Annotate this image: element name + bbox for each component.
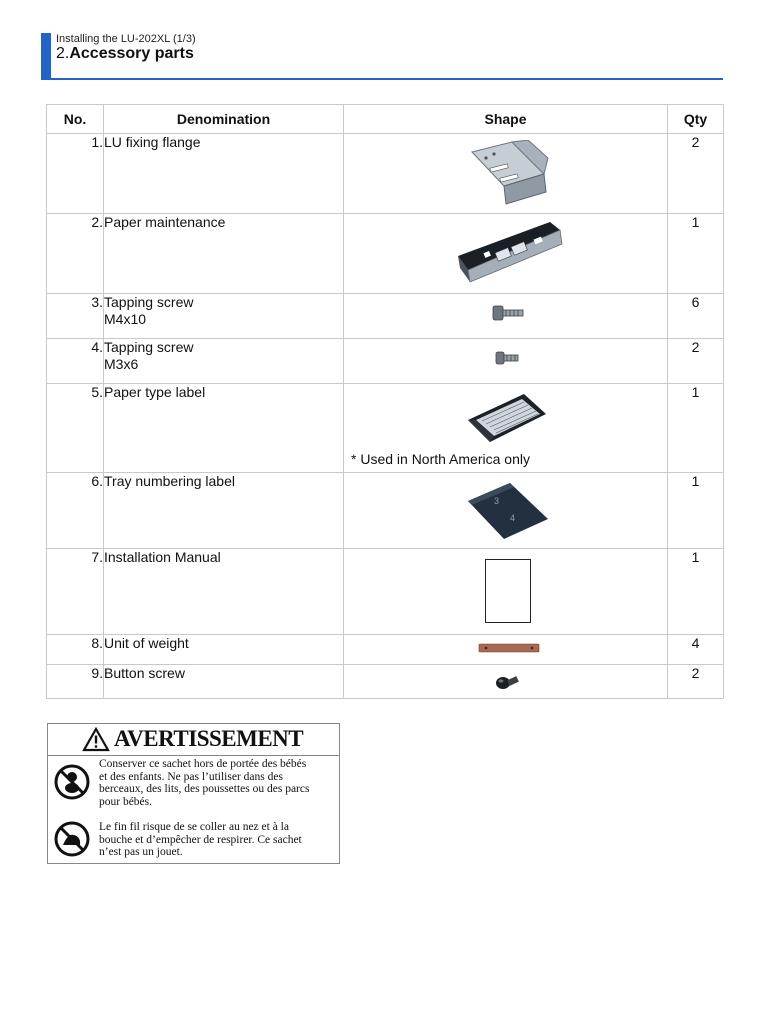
row-denomination: Tray numbering label <box>104 473 344 549</box>
installation-manual-image <box>485 559 531 623</box>
row-shape <box>344 665 668 699</box>
row-shape <box>344 549 668 635</box>
table-row <box>47 214 724 294</box>
row-denomination: Paper type label <box>104 384 344 473</box>
row-qty: 2 <box>668 339 724 384</box>
item-spec: M3x6 <box>104 356 139 372</box>
row-qty: 1 <box>668 214 724 294</box>
warning-title: AVERTISSEMENT <box>114 726 304 751</box>
item-spec: M4x10 <box>104 311 147 327</box>
row-shape <box>344 214 668 294</box>
tray-label-number-4: 4 <box>510 513 516 523</box>
tray-numbering-label-image <box>464 479 554 541</box>
header-rule <box>51 78 723 80</box>
row-denomination: Paper maintenance <box>104 214 344 294</box>
row-qty: 6 <box>668 294 724 339</box>
table-row <box>47 473 724 549</box>
button-screw-image <box>494 672 520 692</box>
warning-text-suffocation <box>99 821 337 859</box>
warning-line: pour bébés. <box>99 795 153 808</box>
section-title-text: Accessory parts <box>69 45 194 62</box>
row-qty: 1 <box>668 384 724 473</box>
warning-label <box>47 723 340 864</box>
warning-line: bouche et d’empêcher de respirer. Ce sachet <box>99 833 302 846</box>
warning-line: Conserver ce sachet hors de portée des bébés <box>99 758 307 770</box>
row-denomination: Button screw <box>104 665 344 699</box>
section-title <box>56 45 194 63</box>
item-name: Tapping screw <box>104 339 194 355</box>
warning-text-children <box>99 758 337 808</box>
row-shape <box>344 339 668 384</box>
row-denomination <box>104 339 344 384</box>
row-number: 6. <box>47 473 104 549</box>
tapping-screw-m4-image <box>491 304 525 322</box>
section-number: 2. <box>56 45 70 62</box>
row-number: 9. <box>47 665 104 699</box>
table-row <box>47 339 724 384</box>
document-subtitle: Installing the LU-202XL (1/3) <box>56 33 196 45</box>
row-denomination <box>104 294 344 339</box>
section-header <box>41 33 723 80</box>
warning-line: Le fin fil risque de se coller au nez et à la <box>99 821 289 833</box>
row-qty: 1 <box>668 473 724 549</box>
row-number: 7. <box>47 549 104 635</box>
row-number: 4. <box>47 339 104 384</box>
table-row <box>47 134 724 214</box>
row-number: 2. <box>47 214 104 294</box>
row-denomination: Unit of weight <box>104 635 344 665</box>
fixing-flange-image <box>464 140 554 206</box>
row-qty: 2 <box>668 665 724 699</box>
warning-line: n’est pas un jouet. <box>99 846 183 858</box>
row-shape <box>344 134 668 214</box>
item-name: Tapping screw <box>104 294 194 310</box>
row-shape <box>344 294 668 339</box>
row-qty: 4 <box>668 635 724 665</box>
row-shape <box>344 473 668 549</box>
row-number: 8. <box>47 635 104 665</box>
table-row <box>47 635 724 665</box>
table-row <box>47 549 724 635</box>
table-header-row <box>47 105 724 134</box>
row-number: 5. <box>47 384 104 473</box>
warning-triangle-icon <box>82 727 110 752</box>
row-number: 3. <box>47 294 104 339</box>
column-header-no: No. <box>47 105 104 134</box>
tray-label-number-3: 3 <box>494 496 500 506</box>
tapping-screw-m3-image <box>494 350 520 366</box>
paper-maintenance-image <box>454 220 564 286</box>
row-denomination: Installation Manual <box>104 549 344 635</box>
unit-of-weight-image <box>478 642 540 654</box>
header-accent-bar <box>41 33 51 80</box>
row-qty: 1 <box>668 549 724 635</box>
no-baby-icon <box>54 764 90 800</box>
row-denomination: LU fixing flange <box>104 134 344 214</box>
warning-line: et des enfants. Ne pas l’utiliser dans des <box>99 770 283 783</box>
warning-divider <box>48 755 339 756</box>
table-row <box>47 384 724 473</box>
column-header-qty: Qty <box>668 105 724 134</box>
table-row <box>47 294 724 339</box>
row-shape <box>344 384 668 473</box>
row-qty: 2 <box>668 134 724 214</box>
row-number: 1. <box>47 134 104 214</box>
warning-line: berceaux, des lits, des poussettes ou des parcs <box>99 783 310 795</box>
table-row <box>47 665 724 699</box>
region-note: * Used in North America only <box>351 451 530 467</box>
row-shape <box>344 635 668 665</box>
column-header-denomination: Denomination <box>104 105 344 134</box>
column-header-shape: Shape <box>344 105 668 134</box>
paper-type-label-image <box>462 390 552 446</box>
accessory-parts-table <box>46 104 724 699</box>
no-bag-icon <box>54 821 90 857</box>
